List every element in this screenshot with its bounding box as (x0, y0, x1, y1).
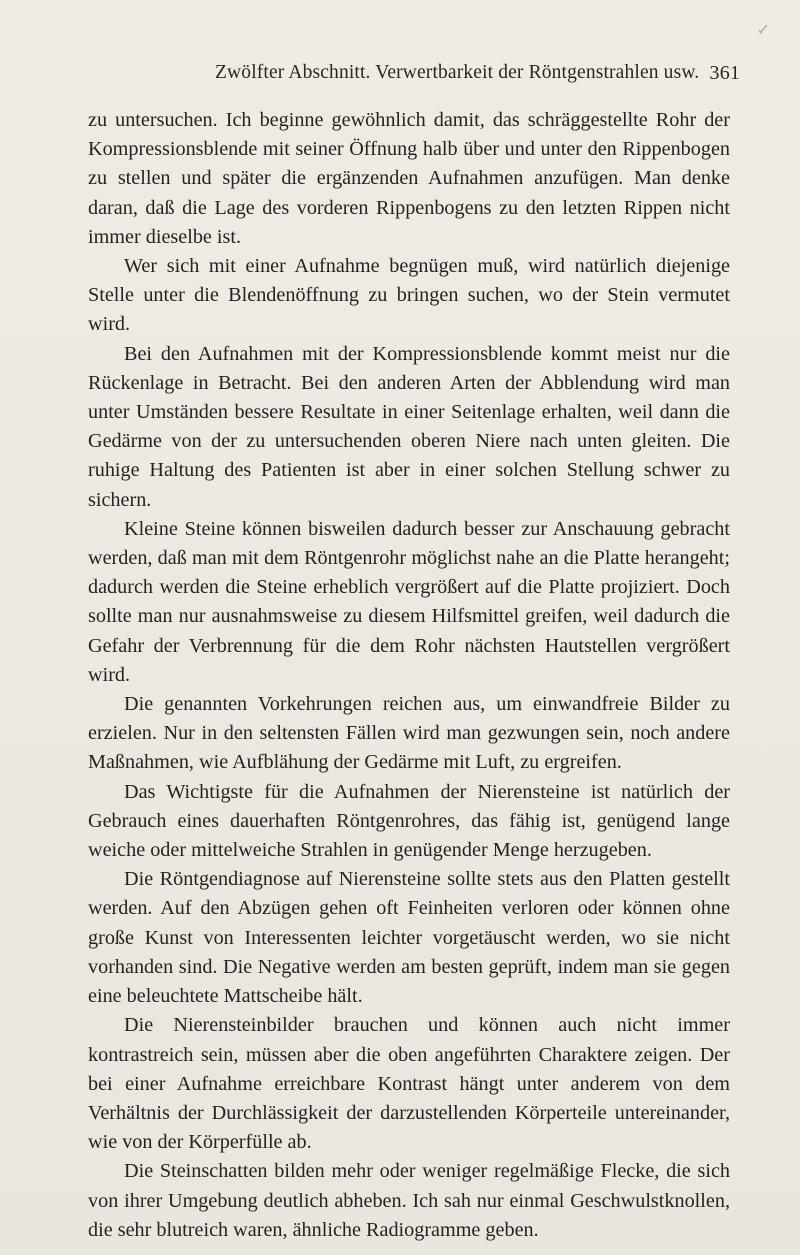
paragraph: Das Wichtigste für die Aufnahmen der Nierensteine ist natürlich der Gebrauch eines dauerhaften Röntgenrohres, das fähig ist, genügend lange weiche oder mittelweiche Strahlen in genügender Menge herzugeben. (88, 780, 730, 862)
paragraph: zu untersuchen. Ich beginne gewöhnlich damit, das schräggestellte Rohr der Kompressionsblende mit seiner Öffnung halb über und unter den Rippenbogen zu stellen und später die ergänzenden Aufnahmen anzufügen. Man denke daran, daß die Lage des vorderen Rippenbogens zu den letzten Rippen nicht immer dieselbe ist. (88, 109, 730, 248)
running-head-title: Zwölfter Abschnitt. Verwertbarkeit der Röntgenstrahlen usw. (215, 62, 700, 83)
paragraph: Die Röntgendiagnose auf Nierensteine sollte stets aus den Platten gestellt werden. Auf den Abzügen gehen oft Feinheiten verloren oder können ohne große Kunst von Interessenten leichter vorgetäuscht werden, wo sie nicht vorhanden sind. Die Negative werden am besten geprüft, indem man sie gegen eine beleuchtete Mattscheibe hält. (88, 868, 730, 1008)
paragraph: Bei den Aufnahmen mit der Kompressionsblende kommt meist nur die Rückenlage in Betracht. Bei den anderen Arten der Abblendung wird man unter Umständen bessere Resultate in einer Seitenlage erhalten, weil dann die Gedärme von der zu untersuchenden oberen Niere nach unten gleiten. Die ruhige Haltung des Patienten ist aber in einer solchen Stellung schwer zu sichern. (88, 342, 730, 511)
corner-mark-glyph: ✓ (756, 22, 770, 39)
paragraph: Kleine Steine können bisweilen dadurch besser zur Anschauung gebracht werden, daß man mit dem Röntgenrohr möglichst nahe an die Platte herangeht; dadurch werden die Steine erheblich vergrößert auf die Platte projiziert. Doch sollte man nur ausnahmsweise zu diesem Hilfsmittel greifen, weil dadurch die Gefahr der Verbrennung für die dem Rohr nächsten Hautstellen vergrößert wird. (88, 517, 730, 686)
paragraph: Die genannten Vorkehrungen reichen aus, um einwandfreie Bilder zu erzielen. Nur in den seltensten Fällen wird man gezwungen sein, noch andere Maßnahmen, wie Aufblähung der Gedärme mit Luft, zu ergreifen. (88, 693, 730, 774)
paragraph: Wer sich mit einer Aufnahme begnügen muß, wird natürlich diejenige Stelle unter die Blendenöffnung zu bringen suchen, wo der Stein vermutet wird. (88, 255, 730, 336)
paragraph: Die Nierensteinbilder brauchen und können auch nicht immer kontrastreich sein, müssen aber die oben angeführten Charaktere zeigen. Der bei einer Aufnahme erreichbare Kontrast hängt unter anderem von dem Verhältnis der Durchlässigkeit der darzustellenden Körperteile untereinander, wie von der Körperfülle ab. (88, 1014, 730, 1154)
page-number: 361 (709, 62, 740, 84)
paragraph: Die Steinschatten bilden mehr oder weniger regelmäßige Flecke, die sich von ihrer Umgebung deutlich abheben. Ich sah nur einmal Geschwulstknollen, die sehr blutreich waren, ähnliche Radiogramme geben. (88, 1160, 730, 1241)
body-text (88, 106, 730, 1245)
running-head (215, 62, 740, 92)
